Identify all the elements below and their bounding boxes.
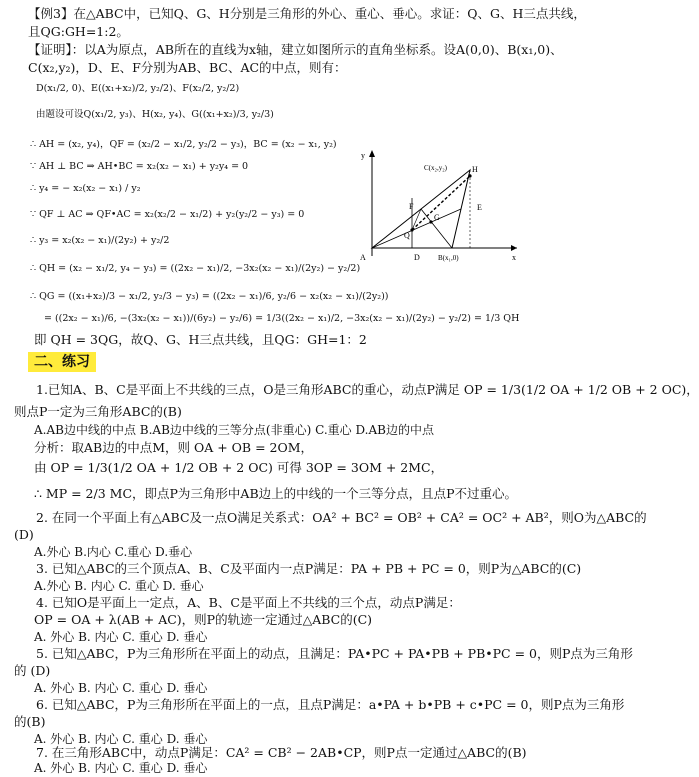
- coordinate-figure: [352, 148, 522, 268]
- exercise-2-answer: (D): [14, 527, 34, 542]
- y4-equation: ∴ y₄ = − x₂(x₂ − x₁) / y₂: [30, 183, 141, 194]
- exercise-1-analysis: 分析：取AB边的中点M，则 OA + OB = 2OM，: [34, 440, 314, 455]
- exercise-4-question-cont: OP = OA + λ(AB + AC)，则P的轨迹一定通过△ABC的(C): [34, 612, 373, 627]
- exercise-4-question: 4. 已知O是平面上一定点，A、B、C是平面上不共线的三个点，动点P满足：: [36, 595, 461, 610]
- label-f: F: [409, 202, 414, 211]
- conclusion: 即 QH = 3QG，故Q、G、H三点共线，且QG：GH=1：2: [34, 332, 367, 347]
- qg-equation: ∴ QG = ((x₁+x₂)/3 − x₁/2, y₂/3 − y₃) = ((2x₂ − x₁)/6, y₂/6 − x₂(x₂ − x₁)/(2y₂)): [30, 291, 389, 302]
- label-h: H: [472, 165, 478, 174]
- label-c: C(x₂,y₂): [424, 164, 447, 172]
- example-3-statement-cont: 且QG:GH=1:2。: [28, 24, 129, 39]
- label-g: G: [434, 213, 440, 222]
- x-axis-arrow: [511, 245, 517, 251]
- exercise-7-question: 7. 在三角形ABC中，动点P满足：CA² = CB² − 2AB•CP，则P点一定通过△ABC的(B): [36, 745, 527, 760]
- exercise-7-options: A. 外心 B. 内心 C. 重心 D. 垂心: [34, 761, 208, 775]
- vector-equation-1: ∴ AH = (x₂, y₄)，QF = (x₂/2 − x₁/2, y₂/2 − y₃)，BC = (x₂ − x₁, y₂): [30, 139, 337, 150]
- example-3-statement: 【例3】在△ABC中，已知Q、G、H分别是三角形的外心、重心、垂心。求证：Q、G、H三点共线，: [28, 6, 586, 21]
- exercise-1-options: A.AB边中线的中点 B.AB边中线的三等分点(非重心) C.重心 D.AB边的中点: [34, 423, 434, 437]
- point-g: [429, 220, 432, 223]
- label-e: E: [477, 203, 482, 212]
- midpoints-equation: D(x₁/2, 0)、E((x₁+x₂)/2, y₂/2)、F(x₂/2, y₂/2): [36, 83, 240, 94]
- exercise-1-conclusion: ∴ MP = 2/3 MC，即点P为三角形中AB边上的中线的一个三等分点，且点P不过重心。: [34, 486, 518, 501]
- exercise-6-answer: 的(B): [14, 714, 46, 729]
- exercise-6-options: A. 外心 B. 内心 C. 重心 D. 垂心: [34, 732, 208, 746]
- euler-line: [412, 176, 470, 230]
- exercise-2-options: A.外心 B.内心 C.重心 D.垂心: [34, 545, 193, 559]
- exercise-5-answer: 的 (D): [14, 663, 51, 678]
- label-y-axis: y: [361, 151, 365, 160]
- qh-equation: ∴ QH = (x₂ − x₁/2, y₄ − y₃) = ((2x₂ − x₁)/2, −3x₂(x₂ − x₁)/(2y₂) − y₂/2): [30, 263, 361, 274]
- exercise-6-question: 6. 已知△ABC，P为三角形所在平面上的一点，且点P满足：a•PA + b•PB + c•PC = 0，则P点为三角形: [36, 697, 625, 712]
- label-a: A: [360, 253, 366, 262]
- label-q: Q: [404, 231, 410, 240]
- label-d: D: [414, 253, 420, 262]
- point-q: [410, 228, 413, 231]
- section-title: 二、练习: [28, 352, 96, 372]
- setup-equation: 由题设可设Q(x₁/2, y₃)、H(x₂, y₄)、G((x₁+x₂)/3, y₂/3): [36, 109, 274, 120]
- y3-equation: ∴ y₃ = x₂(x₂ − x₁)/(2y₂) + y₂/2: [30, 235, 170, 246]
- label-x-axis: x: [512, 253, 516, 262]
- exercise-2-question: 2. 在同一个平面上有△ABC及一点O满足关系式：OA² + BC² = OB² + CA² = OC² + AB²，则O为△ABC的: [36, 510, 647, 525]
- exercise-5-question: 5. 已知△ABC，P为三角形所在平面上的动点，且满足：PA•PC + PA•PB + PB•PC = 0，则P点为三角形: [36, 646, 633, 661]
- exercise-5-options: A. 外心 B. 内心 C. 重心 D. 垂心: [34, 681, 208, 695]
- exercise-4-options: A. 外心 B. 内心 C. 重心 D. 垂心: [34, 630, 208, 644]
- exercise-3-options: A.外心 B. 内心 C. 重心 D. 垂心: [34, 579, 204, 593]
- exercise-3-question: 3. 已知△ABC的三个顶点A、B、C及平面内一点P满足：PA + PB + PC = 0，则P为△ABC的(C): [36, 561, 582, 576]
- vector-equation-2: ∵ AH ⊥ BC ⇒ AH•BC = x₂(x₂ − x₁) + y₂y₄ = 0: [30, 161, 249, 172]
- y-axis-arrow: [369, 150, 375, 157]
- exercise-1-derivation: 由 OP = 1/3(1/2 OA + 1/2 OB + 2 OC) 可得 3OP = 3OM + 2MC，: [34, 460, 444, 475]
- exercise-1-question-cont: 则点P一定为三角形ABC的(B): [14, 404, 182, 419]
- exercise-1-question: 1.已知A、B、C是平面上不共线的三点，O是三角形ABC的重心，动点P满足 OP = 1/3(1/2 OA + 1/2 OB + 2 OC)，: [36, 382, 699, 397]
- proof-intro-cont: C(x₂,y₂)，D、E、F分别为AB、BC、AC的中点，则有：: [28, 60, 347, 75]
- label-b: B(x₁,0): [438, 254, 459, 262]
- qg-equation-cont: = ((2x₂ − x₁)/6, −(3x₂(x₂ − x₁))/(6y₂) − y₂/6) = 1/3((2x₂ − x₁)/2, −3x₂(x₂ − x₁)/(2y₂) − y₂/2) = 1/3 QH: [44, 313, 520, 324]
- vector-equation-3: ∵ QF ⊥ AC ⇒ QF•AC = x₂(x₂/2 − x₁/2) + y₂(y₂/2 − y₃) = 0: [30, 209, 305, 220]
- proof-intro: 【证明】：以A为原点，AB所在的直线为x轴，建立如图所示的直角坐标系。设A(0,0)、B(x₁,0)、: [28, 42, 563, 57]
- point-h: [468, 174, 471, 177]
